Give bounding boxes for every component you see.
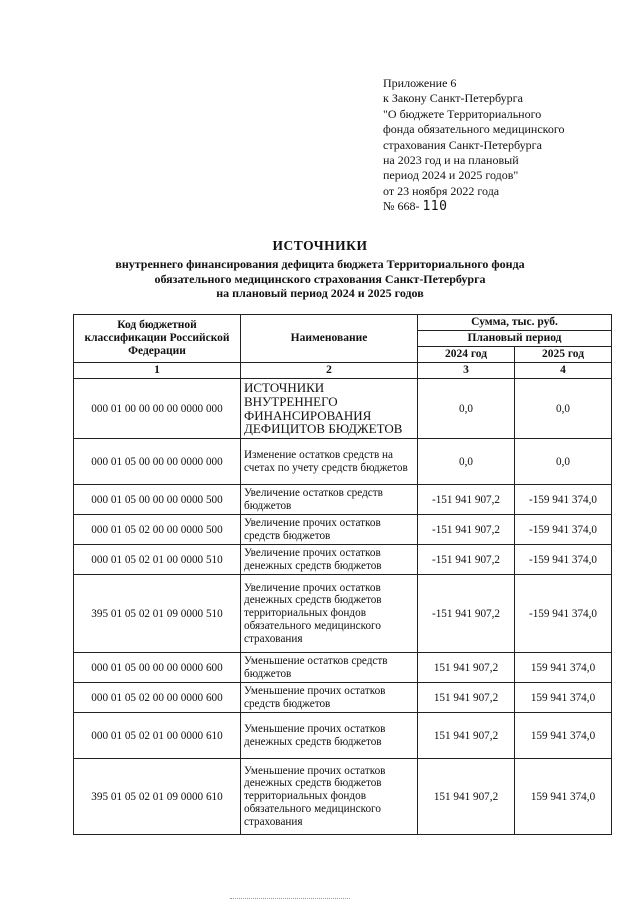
header-2024: 2024 год — [418, 347, 515, 363]
table-row — [74, 683, 612, 713]
table-row — [74, 545, 612, 575]
row-value-2024: 151 941 907,2 — [418, 683, 515, 713]
law-number-prefix: № 668- — [383, 199, 420, 214]
appendix-line: фонда обязательного медицинского — [383, 122, 565, 137]
row-code: 000 01 05 00 00 00 0000 000 — [74, 439, 241, 485]
row-value-2025: 159 941 374,0 — [515, 683, 612, 713]
row-value-2024: -151 941 907,2 — [418, 545, 515, 575]
row-value-2024: 0,0 — [418, 439, 515, 485]
column-number-row — [74, 363, 612, 379]
row-value-2024: -151 941 907,2 — [418, 485, 515, 515]
row-value-2025: -159 941 374,0 — [515, 575, 612, 653]
row-value-2024: -151 941 907,2 — [418, 515, 515, 545]
table-row — [74, 515, 612, 545]
table-row — [74, 759, 612, 835]
row-value-2025: 0,0 — [515, 379, 612, 439]
table-row — [74, 653, 612, 683]
row-name: ИСТОЧНИКИ ВНУТРЕННЕГО ФИНАНСИРОВАНИЯ ДЕФИЦИТОВ БЮДЖЕТОВ — [241, 379, 418, 439]
row-code: 000 01 05 02 00 00 0000 600 — [74, 683, 241, 713]
row-name: Увеличение прочих остатков средств бюджетов — [241, 515, 418, 545]
row-value-2025: -159 941 374,0 — [515, 485, 612, 515]
header-period: Плановый период — [418, 331, 612, 347]
document-title — [60, 238, 580, 301]
column-number: 2 — [241, 363, 418, 379]
appendix-reference — [383, 76, 623, 215]
row-code: 000 01 05 02 01 00 0000 610 — [74, 713, 241, 759]
header-name: Наименование — [241, 315, 418, 363]
appendix-line: от 23 ноября 2022 года — [383, 183, 500, 198]
row-name: Уменьшение остатков средств бюджетов — [241, 653, 418, 683]
table-row — [74, 379, 612, 439]
appendix-line: Приложение 6 — [383, 76, 457, 90]
row-name: Изменение остатков средств на счетах по учету средств бюджетов — [241, 439, 418, 485]
table-row — [74, 575, 612, 653]
law-number-handwritten: 110 — [422, 199, 448, 215]
row-value-2025: -159 941 374,0 — [515, 515, 612, 545]
row-value-2025: 0,0 — [515, 439, 612, 485]
appendix-line: на 2023 год и на плановый — [383, 153, 519, 168]
table-row — [74, 485, 612, 515]
budget-sources-table — [73, 314, 612, 835]
appendix-line: страхования Санкт-Петербурга — [383, 137, 542, 152]
row-name: Уменьшение прочих остатков денежных средств бюджетов — [241, 713, 418, 759]
header-code: Код бюджетной классификации Российской Федерации — [74, 315, 241, 363]
page-bottom-mark — [230, 898, 350, 900]
title-line-1: внутреннего финансирования дефицита бюджета Территориального фонда — [115, 257, 525, 271]
title-main: ИСТОЧНИКИ — [272, 238, 368, 253]
table-row — [74, 439, 612, 485]
table-row — [74, 713, 612, 759]
title-line-3: на плановый период 2024 и 2025 годов — [216, 286, 424, 300]
row-code: 395 01 05 02 01 09 0000 510 — [74, 575, 241, 653]
row-value-2025: 159 941 374,0 — [515, 653, 612, 683]
row-name: Уменьшение прочих остатков средств бюджетов — [241, 683, 418, 713]
header-sum: Сумма, тыс. руб. — [418, 315, 612, 331]
appendix-line: к Закону Санкт-Петербурга — [383, 91, 523, 106]
row-value-2024: 151 941 907,2 — [418, 713, 515, 759]
column-number: 3 — [418, 363, 515, 379]
row-name: Увеличение остатков средств бюджетов — [241, 485, 418, 515]
row-code: 000 01 05 02 00 00 0000 500 — [74, 515, 241, 545]
column-number: 4 — [515, 363, 612, 379]
law-number — [383, 199, 623, 214]
row-value-2025: -159 941 374,0 — [515, 545, 612, 575]
row-code: 000 01 05 00 00 00 0000 500 — [74, 485, 241, 515]
header-row — [74, 315, 612, 331]
row-value-2024: 0,0 — [418, 379, 515, 439]
row-code: 395 01 05 02 01 09 0000 610 — [74, 759, 241, 835]
row-name: Уменьшение прочих остатков денежных средств бюджетов территориальных фондов обязательного медицинского страхования — [241, 759, 418, 835]
row-value-2024: 151 941 907,2 — [418, 759, 515, 835]
row-name: Увеличение прочих остатков денежных средств бюджетов — [241, 545, 418, 575]
appendix-line: "О бюджете Территориального — [383, 106, 542, 121]
row-code: 000 01 05 02 01 00 0000 510 — [74, 545, 241, 575]
row-value-2024: -151 941 907,2 — [418, 575, 515, 653]
row-name: Увеличение прочих остатков денежных средств бюджетов территориальных фондов обязательного медицинского страхования — [241, 575, 418, 653]
row-value-2025: 159 941 374,0 — [515, 713, 612, 759]
row-code: 000 01 05 00 00 00 0000 600 — [74, 653, 241, 683]
row-value-2025: 159 941 374,0 — [515, 759, 612, 835]
header-2025: 2025 год — [515, 347, 612, 363]
row-value-2024: 151 941 907,2 — [418, 653, 515, 683]
row-code: 000 01 00 00 00 00 0000 000 — [74, 379, 241, 439]
title-line-2: обязательного медицинского страхования Санкт-Петербурга — [154, 271, 486, 286]
column-number: 1 — [74, 363, 241, 379]
appendix-line: период 2024 и 2025 годов" — [383, 168, 519, 183]
